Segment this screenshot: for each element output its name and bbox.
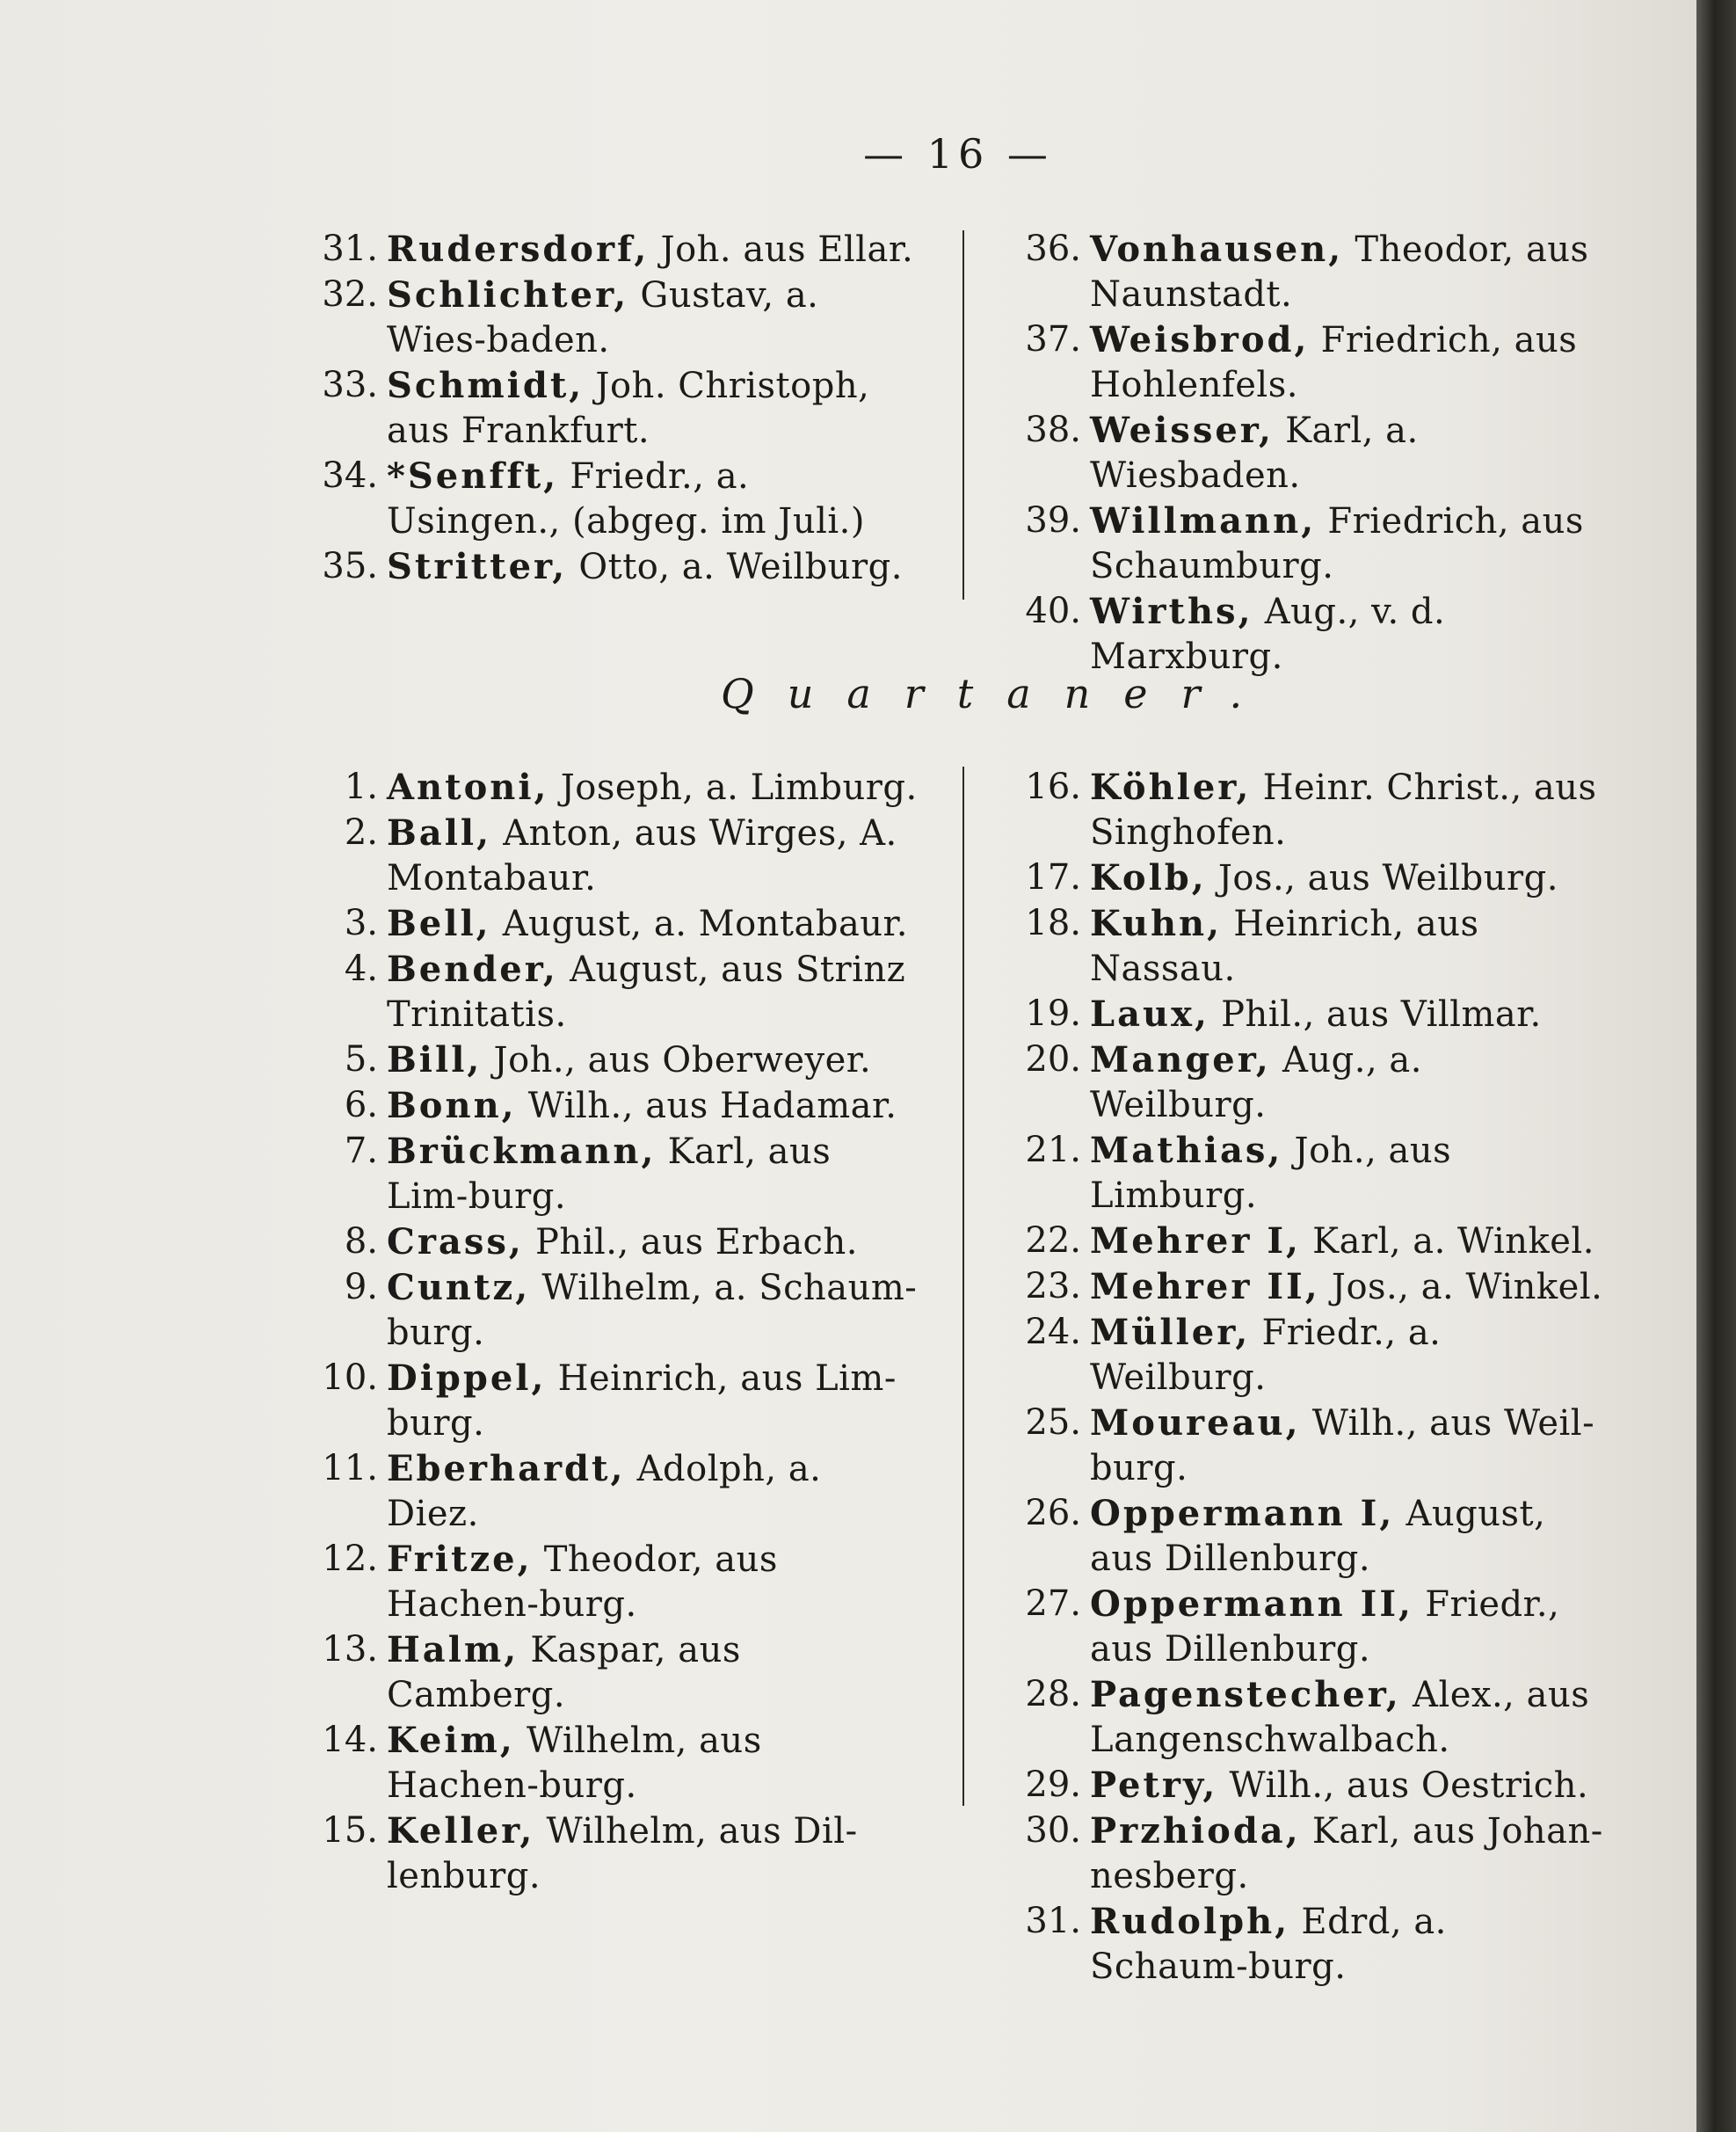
entry-details: Friedr., aus Dillenburg.	[1090, 1584, 1560, 1670]
entry-details: Friedrich, aus Schaumburg.	[1090, 501, 1584, 586]
entry-surname: Stritter,	[387, 546, 568, 587]
entry-surname: Moureau,	[1090, 1402, 1301, 1444]
entry-surname: Weisbrod,	[1090, 319, 1310, 360]
section-title-quartaner: Quartaner.	[721, 670, 1276, 717]
entry-details: Aug., a. Weilburg.	[1090, 1040, 1422, 1125]
entry-number: 31.	[322, 229, 378, 269]
entry-surname: Keim,	[387, 1720, 515, 1761]
entry-surname: Schlichter,	[387, 274, 629, 316]
list-item	[1009, 589, 1605, 680]
column-divider-bottom	[962, 767, 964, 1806]
list-item	[1009, 1401, 1605, 1491]
entry-number: 9.	[344, 1267, 378, 1307]
list-item	[1009, 1219, 1605, 1264]
entry-surname: Oppermann II,	[1090, 1583, 1413, 1625]
entry-details: Jos., a. Winkel.	[1319, 1267, 1603, 1307]
entry-number: 31.	[1025, 1901, 1081, 1941]
list-item	[315, 1537, 921, 1627]
list-item	[1009, 317, 1605, 408]
list-item	[1009, 1310, 1605, 1401]
entry-details: Friedr., a. Usingen., (abgeg. im Juli.)	[387, 456, 865, 542]
entry-details: Gustav, a. Wies-baden.	[387, 275, 819, 360]
entry-surname: Schmidt,	[387, 365, 585, 406]
entry-number: 17.	[1025, 857, 1081, 898]
entry-surname: Dippel,	[387, 1357, 547, 1399]
list-quartaner-right	[1009, 765, 1605, 1990]
entry-details: Phil., aus Villmar.	[1209, 994, 1542, 1035]
entry-surname: Przhioda,	[1090, 1810, 1301, 1852]
entry-details: Heinrich, aus Lim-burg.	[387, 1358, 897, 1444]
entry-surname: Mathias,	[1090, 1130, 1283, 1171]
entry-details: Heinrich, aus Nassau.	[1090, 904, 1479, 989]
entry-surname: Crass,	[387, 1221, 524, 1262]
entry-details: Joh., aus Limburg.	[1090, 1131, 1452, 1216]
entry-details: Wilh., aus Hadamar.	[516, 1086, 897, 1126]
entry-surname: Bill,	[387, 1039, 483, 1081]
list-item	[315, 1129, 921, 1219]
entry-surname: Müller,	[1090, 1312, 1251, 1353]
entry-number: 35.	[322, 546, 378, 586]
entry-number: 33.	[322, 365, 378, 405]
entry-number: 34.	[322, 455, 378, 496]
entry-surname: Keller,	[387, 1810, 535, 1852]
list-item	[1009, 765, 1605, 855]
entry-details: Anton, aus Wirges, A. Montabaur.	[387, 813, 897, 899]
entry-number: 2.	[344, 812, 378, 853]
list-item	[315, 363, 921, 454]
entry-number: 18.	[1025, 903, 1081, 943]
entry-number: 15.	[322, 1810, 378, 1851]
book-spine-shadow	[1696, 0, 1736, 2132]
entry-details: Karl, aus Johan-nesberg.	[1090, 1811, 1603, 1896]
entry-number: 30.	[1025, 1810, 1081, 1851]
entry-number: 14.	[322, 1720, 378, 1760]
list-quartaner-left	[315, 765, 921, 1899]
entry-surname: Weisser,	[1090, 410, 1274, 451]
entry-details: Theodor, aus Hachen-burg.	[387, 1539, 778, 1625]
list-item	[1009, 1672, 1605, 1763]
entry-number: 25.	[1025, 1402, 1081, 1443]
entry-surname: *Senfft,	[387, 455, 559, 497]
entry-number: 3.	[344, 903, 378, 943]
entry-number: 29.	[1025, 1765, 1081, 1805]
list-item	[315, 1627, 921, 1718]
entry-number: 5.	[344, 1039, 378, 1080]
entry-details: Wilhelm, a. Schaum-burg.	[387, 1268, 918, 1353]
entry-number: 32.	[322, 274, 378, 315]
entry-details: Phil., aus Erbach.	[523, 1222, 858, 1262]
entry-surname: Kuhn,	[1090, 903, 1223, 944]
entry-details: Adolph, a. Diez.	[387, 1449, 822, 1534]
entry-number: 38.	[1025, 410, 1081, 450]
entry-surname: Vonhausen,	[1090, 229, 1344, 270]
entry-details: Joh. Christoph, aus Frankfurt.	[387, 366, 870, 451]
entry-details: Karl, a. Wiesbaden.	[1090, 411, 1419, 496]
entry-number: 16.	[1025, 767, 1081, 807]
list-item	[315, 1037, 921, 1083]
entry-surname: Fritze,	[387, 1539, 533, 1580]
entry-surname: Bell,	[387, 903, 491, 944]
list-item	[315, 947, 921, 1037]
entry-details: Alex., aus Langenschwalbach.	[1090, 1675, 1590, 1760]
list-item	[1009, 855, 1605, 901]
list-item	[315, 811, 921, 901]
entry-details: August, aus Dillenburg.	[1090, 1494, 1546, 1579]
list-item	[315, 1808, 921, 1899]
entry-details: Friedrich, aus Hohlenfels.	[1090, 320, 1578, 405]
entry-surname: Manger,	[1090, 1039, 1271, 1081]
entry-details: Jos., aus Weilburg.	[1206, 858, 1558, 899]
entry-details: August, a. Montabaur.	[490, 904, 908, 944]
entry-number: 23.	[1025, 1266, 1081, 1306]
entry-number: 27.	[1025, 1583, 1081, 1624]
entry-surname: Kolb,	[1090, 857, 1207, 899]
list-item	[1009, 1264, 1605, 1310]
list-item	[315, 1446, 921, 1537]
entry-number: 26.	[1025, 1493, 1081, 1533]
entry-surname: Antoni,	[387, 767, 549, 808]
entry-number: 8.	[344, 1221, 378, 1262]
entry-details: Wilhelm, aus Hachen-burg.	[387, 1721, 762, 1806]
list-item	[1009, 901, 1605, 992]
entry-surname: Ball,	[387, 812, 492, 854]
list-item	[315, 1718, 921, 1808]
entry-number: 19.	[1025, 993, 1081, 1034]
entry-details: Joh. aus Ellar.	[649, 229, 914, 270]
list-item	[315, 1356, 921, 1446]
entry-details: August, aus Strinz Trinitatis.	[387, 950, 906, 1035]
list-item	[315, 454, 921, 544]
list-item	[1009, 1763, 1605, 1808]
entry-number: 10.	[322, 1357, 378, 1398]
entry-surname: Halm,	[387, 1629, 519, 1670]
entry-surname: Bender,	[387, 949, 558, 990]
list-item	[315, 544, 921, 590]
entry-details: Wilh., aus Weil-burg.	[1090, 1403, 1595, 1488]
entry-details: Aug., v. d. Marxburg.	[1090, 592, 1446, 677]
list-item	[1009, 227, 1605, 317]
entry-details: Joh., aus Oberweyer.	[482, 1040, 872, 1081]
entry-number: 1.	[344, 767, 378, 807]
entry-number: 11.	[322, 1448, 378, 1488]
entry-surname: Köhler,	[1090, 767, 1252, 808]
list-item	[315, 1083, 921, 1129]
entry-surname: Cuntz,	[387, 1267, 531, 1308]
list-item	[315, 901, 921, 947]
list-item	[1009, 1582, 1605, 1672]
list-item	[1009, 1808, 1605, 1899]
entry-number: 12.	[322, 1539, 378, 1579]
list-item	[315, 227, 921, 273]
entry-surname: Rudolph,	[1090, 1901, 1290, 1942]
list-item	[315, 765, 921, 811]
list-item	[315, 273, 921, 363]
entry-surname: Rudersdorf,	[387, 229, 650, 270]
list-item	[1009, 408, 1605, 498]
list-top-right	[1009, 227, 1605, 680]
entry-surname: Brückmann,	[387, 1131, 657, 1172]
entry-details: Joseph, a. Limburg.	[548, 768, 918, 808]
entry-number: 4.	[344, 949, 378, 989]
entry-surname: Mehrer II,	[1090, 1266, 1320, 1307]
entry-number: 13.	[322, 1629, 378, 1670]
list-item	[315, 1219, 921, 1265]
column-divider-top	[962, 230, 964, 600]
entry-surname: Bonn,	[387, 1085, 517, 1126]
entry-details: Karl, aus Lim-burg.	[387, 1131, 832, 1217]
entry-number: 40.	[1025, 591, 1081, 631]
entry-details: Wilh., aus Oestrich.	[1217, 1765, 1589, 1806]
entry-details: Karl, a. Winkel.	[1300, 1221, 1594, 1262]
entry-surname: Laux,	[1090, 993, 1209, 1035]
entry-surname: Eberhardt,	[387, 1448, 626, 1489]
entry-surname: Mehrer I,	[1090, 1220, 1301, 1262]
entry-number: 37.	[1025, 319, 1081, 360]
entry-surname: Oppermann I,	[1090, 1493, 1395, 1534]
entry-details: Edrd, a. Schaum-burg.	[1090, 1902, 1447, 1987]
list-item	[1009, 1899, 1605, 1990]
list-top-left	[315, 227, 921, 590]
entry-surname: Petry,	[1090, 1765, 1218, 1806]
entry-number: 6.	[344, 1085, 378, 1125]
entry-number: 22.	[1025, 1220, 1081, 1261]
entry-number: 39.	[1025, 500, 1081, 541]
entry-details: Wilhelm, aus Dil-lenburg.	[387, 1811, 858, 1896]
entry-number: 20.	[1025, 1039, 1081, 1080]
entry-details: Heinr. Christ., aus Singhofen.	[1090, 768, 1597, 853]
entry-details: Friedr., a. Weilburg.	[1090, 1313, 1442, 1398]
entry-details: Kaspar, aus Camberg.	[387, 1630, 741, 1715]
entry-number: 7.	[344, 1131, 378, 1171]
entry-details: Otto, a. Weilburg.	[567, 547, 903, 587]
list-item	[315, 1265, 921, 1356]
entry-number: 28.	[1025, 1674, 1081, 1714]
entry-number: 24.	[1025, 1312, 1081, 1352]
list-item	[1009, 1491, 1605, 1582]
list-item	[1009, 498, 1605, 589]
entry-surname: Wirths,	[1090, 591, 1253, 632]
entry-surname: Willmann,	[1090, 500, 1317, 542]
list-item	[1009, 1128, 1605, 1219]
entry-details: Theodor, aus Naunstadt.	[1090, 229, 1589, 315]
list-item	[1009, 992, 1605, 1037]
entry-number: 36.	[1025, 229, 1081, 269]
entry-surname: Pagenstecher,	[1090, 1674, 1401, 1715]
entry-number: 21.	[1025, 1130, 1081, 1170]
page-number: — 16 —	[863, 130, 1053, 178]
list-item	[1009, 1037, 1605, 1128]
